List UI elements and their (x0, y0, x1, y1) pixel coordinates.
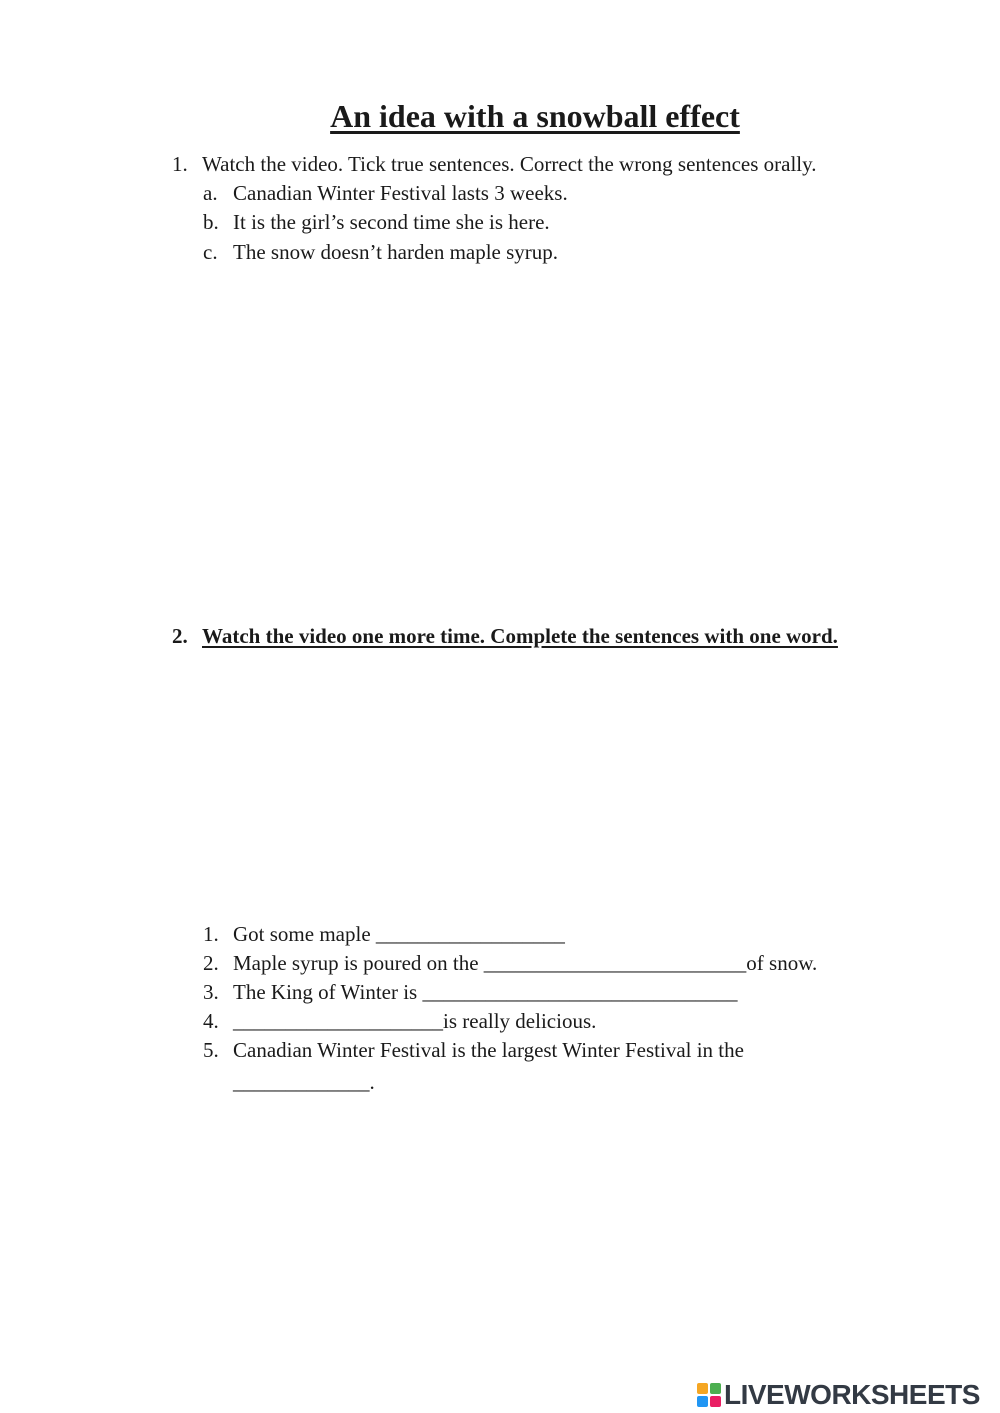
exercise-2-number: 2. (172, 624, 188, 648)
item-text: _____________. (233, 1070, 375, 1094)
exercise-1-instruction-text: Watch the video. Tick true sentences. Correct the wrong sentences orally. (202, 152, 817, 176)
item-text: It is the girl’s second time she is here. (233, 210, 550, 234)
liveworksheets-logo[interactable] (697, 1378, 980, 1412)
item-number: 4. (203, 1009, 219, 1033)
exercise-2-item-5[interactable] (203, 1036, 744, 1064)
exercise-2-item-2[interactable] (203, 949, 817, 977)
item-text: Canadian Winter Festival is the largest Winter Festival in the (233, 1038, 744, 1062)
page-title: An idea with a snowball effect (330, 98, 740, 134)
exercise-2-item-4[interactable] (203, 1007, 596, 1035)
exercise-1-item-b[interactable] (203, 208, 550, 236)
exercise-2-instruction (172, 622, 838, 650)
liveworksheets-logo-icon (697, 1383, 721, 1407)
item-number: 2. (203, 951, 219, 975)
exercise-2-item-5-continuation[interactable] (203, 1068, 375, 1096)
item-text: The snow doesn’t harden maple syrup. (233, 240, 559, 264)
item-text: Canadian Winter Festival lasts 3 weeks. (233, 181, 568, 205)
item-number: 3. (203, 980, 219, 1004)
logo-square (697, 1383, 708, 1394)
logo-square (710, 1396, 721, 1407)
item-number: 5. (203, 1038, 219, 1062)
exercise-2-item-3[interactable] (203, 978, 737, 1006)
item-number: 1. (203, 922, 219, 946)
item-text: ____________________is really delicious. (233, 1009, 597, 1033)
item-text: Maple syrup is poured on the _________________________of snow. (233, 951, 818, 975)
logo-square (697, 1396, 708, 1407)
exercise-1-item-c[interactable] (203, 238, 558, 266)
item-letter: a. (203, 181, 218, 205)
item-letter: c. (203, 240, 218, 264)
exercise-1-number: 1. (172, 152, 188, 176)
exercise-2-item-1[interactable] (203, 920, 565, 948)
item-letter: b. (203, 210, 219, 234)
exercise-2-instruction-text: Watch the video one more time. Complete the sentences with one word. (202, 624, 838, 648)
exercise-1-instruction (172, 150, 817, 178)
item-text: Got some maple __________________ (233, 922, 565, 946)
logo-brand-text: LIVEWORKSHEETS (724, 1379, 980, 1410)
logo-square (710, 1383, 721, 1394)
item-text: The King of Winter is ______________________________ (233, 980, 738, 1004)
exercise-1-item-a[interactable] (203, 179, 568, 207)
